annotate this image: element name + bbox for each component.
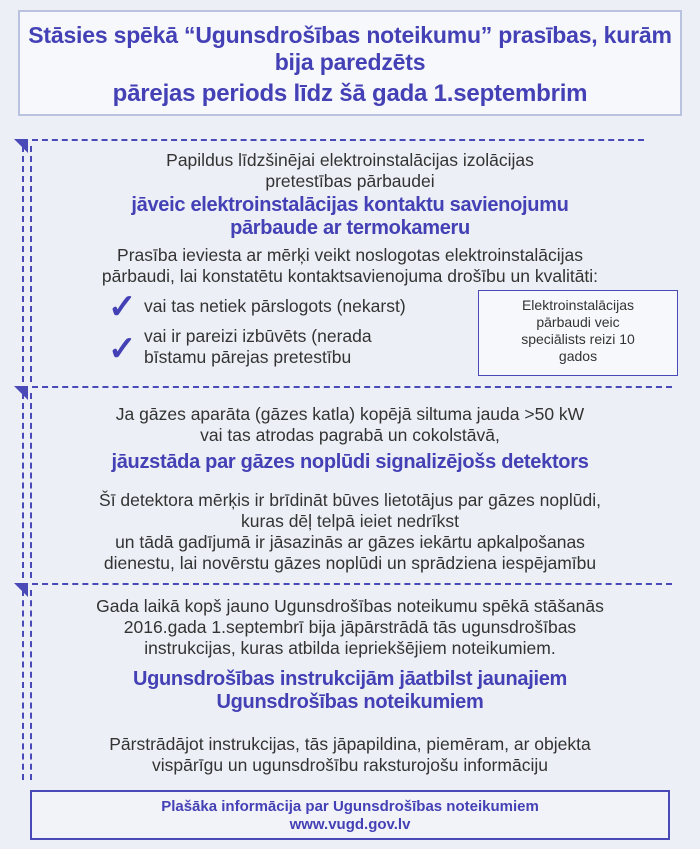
section1-check-2-line-1: vai ir pareizi izbūvēts (nerada [144,326,372,346]
section3-highlight [40,668,660,714]
checkmark-icon: ✓ [108,330,137,368]
section2-left-dash-b [30,393,32,578]
divider-section3 [32,583,672,585]
section2-body-line-4: dienestu, lai novērstu gāzes noplūdi un sprādziena iespējamību [103,553,597,573]
section2-body-line-3: un tādā gadījumā ir jāsazinās ar gāzes iekārtu apkalpošanas [115,532,585,552]
divider-section2 [32,386,672,388]
note-line-3: speciālists reizi 10 [521,331,635,347]
section3-intro-line-1: Gada laikā kopš jauno Ugunsdrošības noteikumu spēkā stāšanās [96,596,604,616]
section3-highlight-line-1: Ugunsdrošības instrukcijām jāatbilst jaunajiem [132,668,568,690]
section3-left-dash-b [30,590,32,780]
title-line-2: bija paredzēts [274,49,426,75]
section1-left-dash-a [22,146,24,382]
section3-intro [40,596,660,659]
section3-body [40,734,660,776]
section1-intro [40,150,660,192]
section1-body-line-2: pārbaudi, lai konstatētu kontaktsavienojuma drošību un kvalitāti: [101,266,599,286]
section1-corner-marker [14,139,28,153]
section3-highlight-line-2: Ugunsdrošības noteikumiem [216,691,484,713]
section2-body-line-2: kuras dēļ telpā ieiet nedrīkst [241,511,459,531]
section1-left-dash-b [30,146,32,382]
section1-check-2-line-2: bīstamu pārejas pretestību [144,347,352,367]
section1-highlight [40,194,660,240]
page-title [20,22,680,107]
section2-left-dash-a [22,393,24,578]
section1-check-2 [144,326,464,368]
section2-corner-marker [14,386,28,400]
checkmark-icon: ✓ [108,288,137,326]
section3-left-dash-a [22,590,24,780]
title-line-3: pārejas periods līdz šā gada 1.septembrim [112,80,588,107]
note-line-1: Elektroinstalācijas [521,297,635,313]
divider-top [32,139,644,141]
section1-body-line-1: Prasība ieviesta ar mērķi veikt noslogotas elektroinstalācijas [117,245,583,265]
note-box [478,290,678,376]
section1-intro-line-2: pretestības pārbaudei [265,171,435,191]
title-line-1: Stāsies spēkā “Ugunsdrošības noteikumu” prasības, kurām [28,22,672,48]
footer-info [30,798,670,834]
footer-line: Plašāka informācija par Ugunsdrošības noteikumiem [161,798,539,815]
section2-highlight: jāuzstāda par gāzes noplūdi signalizējošs detektors [111,451,589,473]
section2-intro-line-1: Ja gāzes aparāta (gāzes katla) kopējā siltuma jauda >50 kW [115,404,585,424]
section3-intro-line-3: instrukcijas, kuras atbilda iepriekšējiem noteikumiem. [144,638,556,658]
section2-body-line-1: Šī detektora mērķis ir brīdināt būves lietotājus par gāzes noplūdi, [99,490,601,510]
section1-body [40,245,660,287]
note-line-2: pārbaudi veic [536,314,620,330]
footer-website-link[interactable]: www.vugd.gov.lv [289,816,411,833]
section2-body [40,490,660,574]
note-line-4: gados [558,348,598,364]
section1-intro-line-1: Papildus līdzšinējai elektroinstalācijas izolācijas [166,150,534,170]
section3-intro-line-2: 2016.gada 1.septembrī bija jāpārstrādā tās ugunsdrošības [123,617,577,637]
section3-corner-marker [14,583,28,597]
section2-intro-line-2: vai tas atrodas pagrabā un cokolstāvā, [200,425,500,445]
section1-check-1: vai tas netiek pārslogots (nekarst) [144,296,406,316]
section2-intro [40,404,660,446]
section3-body-line-1: Pārstrādājot instrukcijas, tās jāpapildina, piemēram, ar objekta [109,734,591,754]
section3-body-line-2: vispārīgu un ugunsdrošību raksturojošu informāciju [152,755,548,775]
section1-highlight-line-2: pārbaude ar termokameru [230,217,470,239]
section1-highlight-line-1: jāveic elektroinstalācijas kontaktu savienojumu [131,194,569,216]
